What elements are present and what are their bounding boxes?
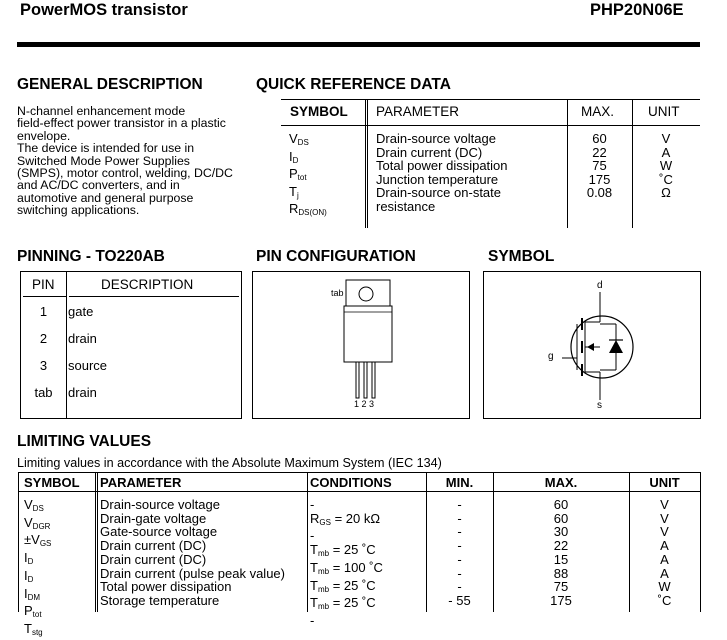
lv-max: 88 [553,565,569,581]
general-description-heading: GENERAL DESCRIPTION [17,76,203,93]
limiting-values-heading: LIMITING VALUES [17,433,152,450]
tab-label: tab [331,288,344,298]
description-line: switching applications. [17,203,140,218]
document-header-left: PowerMOS transistor [20,1,188,19]
lv-condition-main: - [310,497,315,512]
lv-unit: A [660,551,669,567]
lv-symbol-sub: D [27,574,34,584]
lv-min: - [457,524,462,540]
lv-max-values [493,498,629,608]
lv-condition-rest: = 25 ˚C [329,577,376,593]
lv-col-max: MAX. [544,475,578,490]
lv-units [629,498,700,608]
lv-symbol-main: I [24,550,28,566]
lv-condition-rest: = 25 ˚C [329,595,376,611]
lv-condition [310,543,383,561]
lv-condition-sub: mb [317,584,330,594]
quick-reference-table [281,99,700,228]
pin-col-description: DESCRIPTION [101,277,194,292]
pinning-table [20,271,242,419]
pin-col-pin: PIN [32,277,55,292]
qr-col-unit: UNIT [648,104,680,119]
lv-condition [310,596,383,614]
qr-symbol-sub: D [292,155,299,165]
qr-unit: Ω [661,185,671,201]
lv-unit: A [660,538,669,554]
qr-col-symbol: SYMBOL [290,104,348,119]
qr-max: 60 [592,131,607,146]
qr-symbol [289,132,327,150]
qr-symbol-main: T [289,183,297,199]
symbol-drain-label: d [597,280,603,291]
pinning-heading: PINNING - TO220AB [17,248,165,265]
qr-symbol [289,167,327,185]
qr-symbol-sub: tot [297,173,307,183]
pin-description: source [68,358,108,373]
lv-symbol [24,569,51,587]
lv-symbol-sub: GS [39,539,52,549]
lv-max: 15 [553,551,569,567]
lv-condition [310,579,383,597]
lv-min: - [457,565,462,581]
qr-max: 0.08 [586,185,613,201]
lv-condition [310,614,383,628]
lv-max: 22 [553,538,569,554]
pin-number: 1 [39,304,48,319]
lv-unit: V [660,497,669,512]
qr-max: 22 [592,144,607,160]
lv-parameters [100,498,285,608]
lv-condition-sub: mb [317,602,330,612]
qr-max-values [567,132,632,200]
lv-symbol-main: I [24,585,28,601]
lv-unit: ˚C [657,592,672,608]
lv-symbol-sub: stg [31,627,43,637]
lv-condition-main: T [310,595,318,611]
qr-unit: V [661,131,671,146]
qr-col-parameter: PARAMETER [376,104,460,119]
lv-min: - [457,579,462,595]
pin-number: 3 [39,358,48,373]
lv-col-min: MIN. [445,475,474,490]
qr-parameter: Drain-source on-state [376,185,501,201]
lv-symbol [24,551,51,569]
lv-parameter: Drain current (DC) [100,551,207,567]
lv-min: - [457,497,462,512]
lv-condition-rest: = 100 ˚C [329,559,383,575]
description-line: Switched Mode Power Supplies [17,153,190,168]
lv-parameter: Drain-source voltage [100,497,220,512]
lv-min: - [457,510,462,526]
lv-symbol [24,533,51,551]
lv-condition [310,498,383,512]
qr-symbol-sub: DS [297,138,309,147]
pin-description: drain [68,331,97,346]
qr-parameter: Junction temperature [376,171,499,187]
qr-parameters [376,132,508,214]
lv-unit: V [660,510,669,526]
qr-max: 75 [592,158,607,174]
lv-symbol-sub: DGR [32,521,51,531]
pin-configuration-box [252,271,470,419]
lv-symbol-main: V [31,532,40,548]
qr-parameter-continuation: resistance [376,198,436,214]
qr-symbols [289,132,327,220]
limiting-values-subtitle: Limiting values in accordance with the Absolute Maximum System (IEC 134) [17,456,442,470]
qr-unit: A [661,144,671,160]
lv-symbol-main: V [24,497,33,512]
lv-symbol [24,498,51,516]
document-header-right: PHP20N06E [590,1,684,19]
lv-symbol-main: P [24,603,33,619]
mosfet-symbol-icon [484,272,700,418]
lv-min: - 55 [448,592,471,608]
lv-min-values [426,498,493,608]
lv-parameter: Drain current (DC) [100,538,207,554]
lv-unit: A [660,565,669,581]
pin-number-labels: 1 2 3 [354,399,375,409]
lv-col-symbol: SYMBOL [24,475,80,490]
lv-condition-rest: = 25 ˚C [329,542,376,558]
lv-parameter: Drain current (pulse peak value) [100,565,285,581]
lv-symbol-main: V [24,514,33,530]
qr-symbol-main: P [289,166,298,182]
lv-condition-sub: GS [319,517,331,527]
lv-parameter: Drain-gate voltage [100,510,207,526]
lv-parameter: Storage temperature [100,592,220,608]
symbol-source-label: s [597,400,602,411]
lv-condition-sub: mb [317,549,330,559]
lv-condition-main: - [310,528,315,544]
qr-symbol-sub: DS(ON) [298,208,327,218]
lv-condition-rest: = 20 kΩ [330,510,381,526]
description-line: field-effect power transistor in a plastic [17,116,226,131]
pin-number: 2 [39,331,48,346]
lv-condition [310,512,383,530]
lv-symbol-sub: DS [32,504,44,513]
lv-max: 60 [553,510,569,526]
qr-symbol [289,150,327,168]
lv-symbol-prefix: ± [24,532,32,548]
qr-symbol [289,185,327,203]
lv-col-parameter: PARAMETER [100,475,182,490]
lv-symbol [24,587,51,605]
lv-min: - [457,551,462,567]
qr-symbol [289,202,327,220]
lv-symbol [24,604,51,622]
pin-number: tab [34,385,53,400]
quick-reference-heading: QUICK REFERENCE DATA [256,76,451,93]
lv-parameter: Total power dissipation [100,579,232,595]
header-rule [17,42,700,47]
lv-unit: V [660,524,669,540]
qr-symbol-main: I [289,148,293,164]
description-line: The device is intended for use in [17,141,195,156]
lv-condition-main: T [310,559,318,575]
qr-symbol-sub: j [296,190,299,200]
pin-configuration-heading: PIN CONFIGURATION [256,248,416,265]
qr-parameter: Drain current (DC) [376,144,483,160]
lv-condition-sub: mb [317,566,330,576]
lv-symbol-sub: DM [27,592,41,602]
lv-parameter: Gate-source voltage [100,524,218,540]
qr-symbol-main: R [289,201,299,217]
lv-symbol [24,622,51,640]
lv-condition-main: - [310,612,315,628]
description-line: and AC/DC converters, and in [17,178,180,193]
lv-max: 30 [553,524,569,540]
qr-col-max: MAX. [581,104,615,119]
lv-symbol-main: T [24,620,32,636]
lv-col-unit: UNIT [649,475,680,490]
lv-col-conditions: CONDITIONS [310,475,392,490]
qr-symbol-main: V [289,131,298,146]
lv-condition-main: T [310,542,318,558]
lv-condition-main: R [310,510,320,526]
to220-package-drawing [253,272,469,418]
lv-condition [310,561,383,579]
lv-condition [310,529,383,543]
lv-min: - [457,538,462,554]
qr-unit: ˚C [659,171,673,187]
description-line: N-channel enhancement mode [17,104,186,118]
qr-unit: W [659,158,673,174]
symbol-box [483,271,701,419]
description-line: envelope. [17,128,71,143]
pin-description: gate [68,304,94,319]
lv-unit: W [658,579,671,595]
lv-symbol-main: I [24,567,28,583]
limiting-values-table [18,472,701,637]
lv-conditions [310,498,383,628]
lv-max: 75 [553,579,569,595]
description-line: (SMPS), motor control, welding, DC/DC [17,166,233,181]
lv-symbol-sub: tot [32,610,42,620]
general-description-text [17,105,257,217]
pin-description: drain [68,385,97,400]
description-line: automotive and general purpose [17,190,194,205]
lv-symbol-sub: D [27,557,34,567]
qr-parameter: Drain-source voltage [376,131,496,146]
symbol-heading: SYMBOL [488,248,555,265]
lv-condition-main: T [310,577,318,593]
lv-max: 175 [550,592,572,608]
qr-units [632,132,700,200]
lv-symbols [24,498,51,640]
qr-max: 175 [588,171,611,187]
lv-symbol [24,516,51,534]
lv-max: 60 [553,497,569,512]
symbol-gate-label: g [548,351,554,362]
qr-parameter: Total power dissipation [376,158,508,174]
